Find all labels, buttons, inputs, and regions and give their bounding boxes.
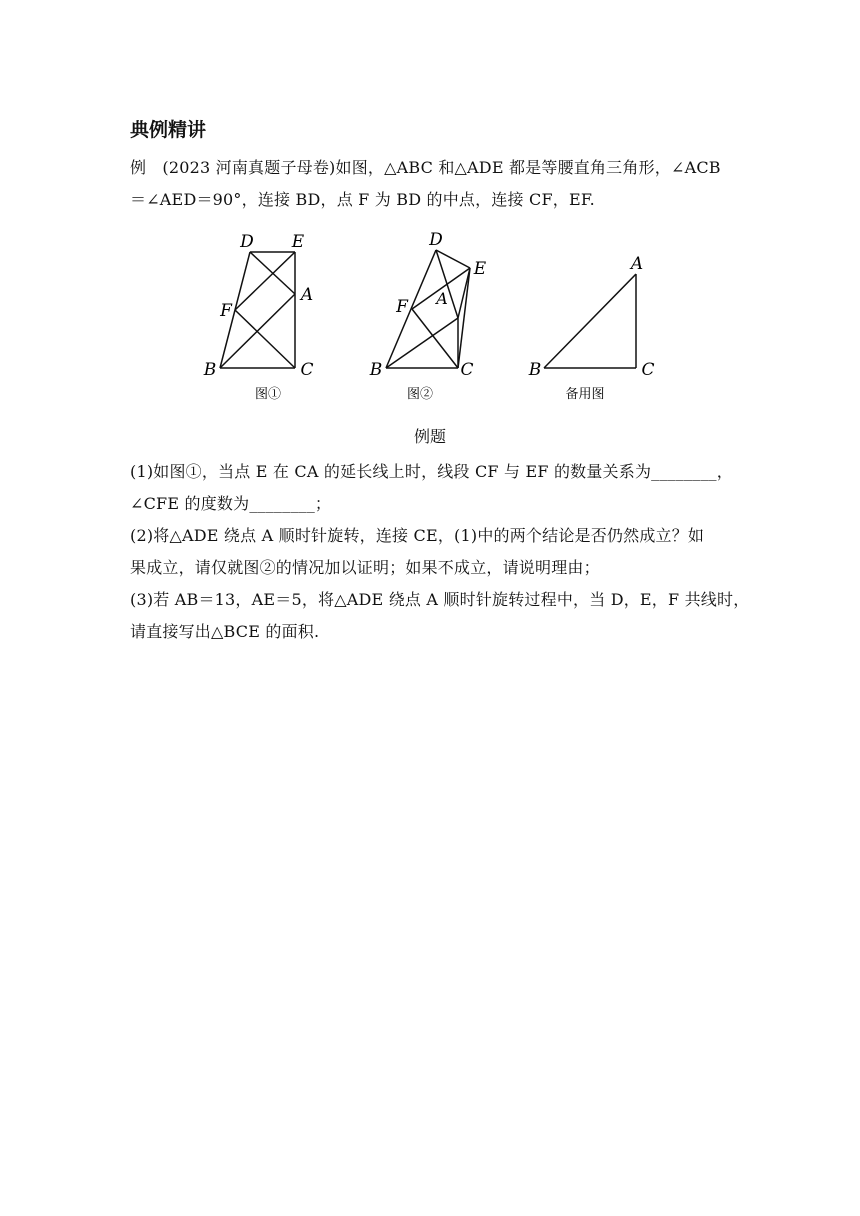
questions — [130, 456, 750, 648]
fig2-label-d: D — [429, 230, 443, 250]
fig1-caption: 图① — [254, 387, 282, 402]
section-title: 典例精讲 — [130, 119, 207, 141]
q2-line-1: (2)将△ADE 绕点 A 顺时针旋转，连接 CE，(1)中的两个结论是否仍然成立？如 — [130, 526, 705, 545]
fig3-label-c: C — [641, 360, 655, 380]
q2-line-2: 果成立，请仅就图②的情况加以证明；如果不成立，请说明理由； — [130, 558, 600, 577]
fig2-label-e: E — [473, 259, 487, 279]
fig3-caption: 备用图 — [565, 387, 605, 402]
problem-intro — [130, 152, 730, 216]
figure-backup — [544, 274, 636, 368]
q1-line-2: ∠CFE 的度数为________； — [130, 494, 332, 513]
intro-line-1: 例 (2023 河南真题子母卷)如图，△ABC 和△ADE 都是等腰直角三角形，∠ACB — [130, 158, 721, 177]
figures-panel — [190, 228, 670, 408]
fig1-label-f: F — [220, 301, 232, 321]
q3-line-2: 请直接写出△BCE 的面积. — [130, 622, 320, 641]
fig1-label-a: A — [300, 285, 314, 305]
fig3-label-a: A — [630, 254, 644, 274]
fig1-label-d: D — [240, 232, 254, 252]
fig1-label-b: B — [203, 360, 217, 380]
q1-line-1: (1)如图①，当点 E 在 CA 的延长线上时，线段 CF 与 EF 的数量关系为________， — [130, 462, 733, 481]
intro-line-2: ＝∠AED＝90°，连接 BD，点 F 为 BD 的中点，连接 CF，EF. — [130, 190, 595, 209]
fig2-label-f: F — [396, 297, 408, 317]
fig1-label-e: E — [291, 232, 305, 252]
fig3-label-b: B — [528, 360, 542, 380]
fig2-label-c: C — [460, 360, 474, 380]
q3-line-1: (3)若 AB＝13，AE＝5，将△ADE 绕点 A 顺时针旋转过程中，当 D，E，F 共线时， — [130, 590, 750, 609]
fig2-label-a: A — [436, 289, 448, 308]
figure-caption: 例题 — [413, 427, 446, 446]
fig2-caption: 图② — [406, 387, 434, 402]
fig2-label-b: B — [369, 360, 383, 380]
fig1-label-c: C — [300, 360, 314, 380]
